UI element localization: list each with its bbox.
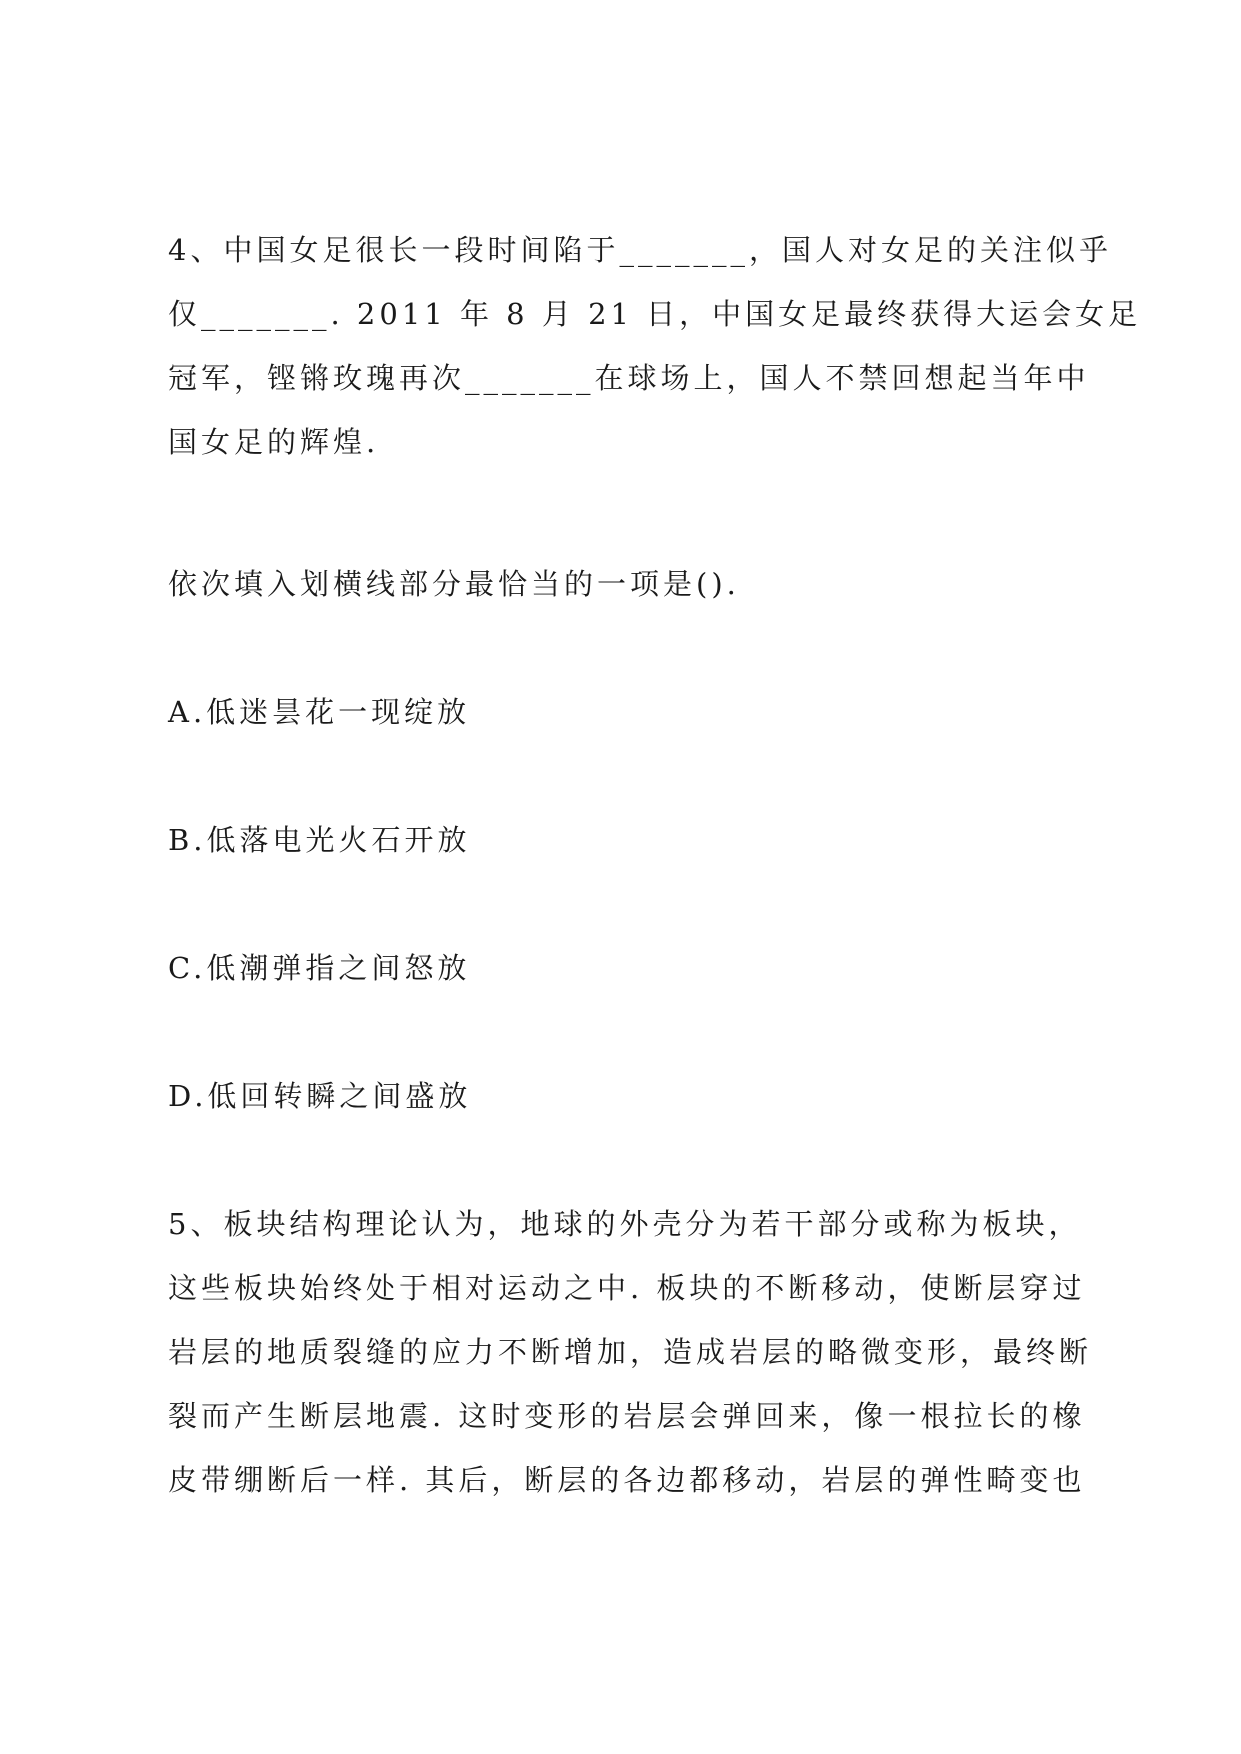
option-a-text: A.低迷昙花一现绽放 bbox=[168, 695, 471, 729]
option-c-text: C.低潮弹指之间怒放 bbox=[168, 951, 471, 985]
question-5-line: 岩层的地质裂缝的应力不断增加，造成岩层的略微变形，最终断 bbox=[168, 1335, 1093, 1369]
question-4-line: 4、中国女足很长一段时间陷于_______，国人对女足的关注似乎 bbox=[168, 233, 1112, 267]
question-4-stem bbox=[168, 218, 1142, 474]
option-c bbox=[168, 936, 1098, 1000]
option-d-text: D.低回转瞬之间盛放 bbox=[168, 1079, 472, 1113]
question-4-line: 仅_______. 2011 年 8 月 21 日，中国女足最终获得大运会女足 bbox=[168, 297, 1142, 331]
option-b-text: B.低落电光火石开放 bbox=[168, 823, 471, 857]
question-4-line: 国女足的辉煌. bbox=[168, 425, 380, 459]
question-4-line: 冠军，铿锵玫瑰再次_______在球场上，国人不禁回想起当年中 bbox=[168, 361, 1090, 395]
question-5-line: 5、板块结构理论认为，地球的外壳分为若干部分或称为板块， bbox=[168, 1207, 1082, 1241]
question-4-prompt bbox=[168, 552, 1098, 616]
question-5-line: 裂而产生断层地震. 这时变形的岩层会弹回来，像一根拉长的橡 bbox=[168, 1399, 1086, 1433]
option-b bbox=[168, 808, 1098, 872]
option-a bbox=[168, 680, 1098, 744]
question-5-stem bbox=[168, 1192, 1098, 1512]
option-d bbox=[168, 1064, 1098, 1128]
question-4-prompt-text: 依次填入划横线部分最恰当的一项是(). bbox=[168, 567, 740, 601]
question-5-line: 皮带绷断后一样. 其后，断层的各边都移动，岩层的弹性畸变也 bbox=[168, 1463, 1086, 1497]
question-5-line: 这些板块始终处于相对运动之中. 板块的不断移动，使断层穿过 bbox=[168, 1271, 1086, 1305]
